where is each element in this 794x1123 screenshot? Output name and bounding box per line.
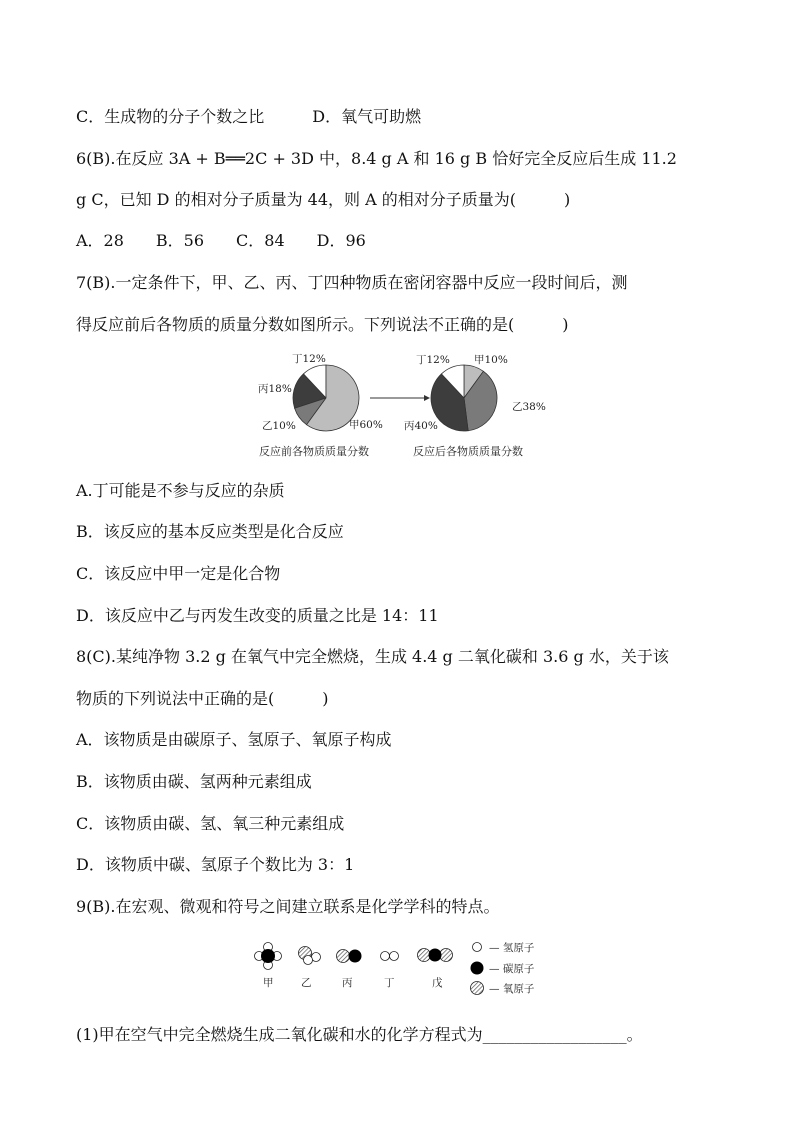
question-7-option-c: C．该反应中甲一定是化合物 — [76, 564, 281, 583]
pie-chart-after — [404, 354, 546, 458]
question-7-option-b: B．该反应的基本反应类型是化合反应 — [76, 522, 344, 541]
molecule-name-bing: 丙 — [342, 977, 353, 989]
question-9-line-1: 9(B).在宏观、微观和符号之间建立联系是化学学科的特点。 — [76, 897, 500, 916]
question-6-line-1: 6(B).在反应 3A + B══2C + 3D 中，8.4 g A 和 16 g B 恰好完全反应后生成 11.2 — [76, 149, 677, 168]
pie-caption: 反应前各物质质量分数 — [259, 445, 369, 458]
question-8-option-d: D．该物质中碳、氢原子个数比为 3：1 — [76, 855, 355, 874]
question-8-option-b: B．该物质由碳、氢两种元素组成 — [76, 772, 312, 791]
molecule-name-jia: 甲 — [263, 977, 274, 989]
molecule-name-yi: 乙 — [301, 977, 312, 989]
legend-hydrogen: — 氢原子 — [489, 942, 535, 954]
pie-caption: 反应后各物质质量分数 — [413, 445, 523, 458]
molecule-bing — [337, 950, 362, 963]
question-8-option-c: C．该物质由碳、氢、氧三种元素组成 — [76, 814, 345, 833]
question-8-line-2: 物质的下列说法中正确的是( ) — [76, 689, 329, 708]
reaction-arrow-head — [424, 395, 430, 401]
molecule-name-ding: 丁 — [384, 977, 395, 989]
question-7-line-2: 得反应前后各物质的质量分数如图所示。下列说法不正确的是( ) — [76, 315, 569, 334]
legend-oxygen-icon — [471, 982, 484, 995]
question-8-option-a: A．该物质是由碳原子、氢原子、氧原子构成 — [76, 730, 392, 749]
pie-label-丁: 丁12% — [416, 354, 450, 366]
question-6-options: A．28 B．56 C．84 D．96 — [76, 231, 366, 250]
pie-label-丙: 丙40% — [404, 420, 438, 432]
question-6-line-2: g C，已知 D 的相对分子质量为 44，则 A 的相对分子质量为( ) — [76, 190, 571, 209]
option-c-d-line: C．生成物的分子个数之比 D．氧气可助燃 — [76, 107, 422, 126]
molecule-diagram — [250, 938, 550, 998]
question-8-line-1: 8(C).某纯净物 3.2 g 在氧气中完全燃烧，生成 4.4 g 二氧化碳和 3.6 g 水，关于该 — [76, 647, 669, 666]
question-9-part-1: (1)甲在空气中完全燃烧生成二氧化碳和水的化学方程式为__________________。 — [76, 1025, 643, 1044]
pie-charts-figure — [254, 348, 554, 463]
pie-label-甲: 甲10% — [474, 354, 508, 366]
molecule-yi — [299, 947, 321, 965]
molecule-jia — [255, 943, 282, 970]
legend-hydrogen-icon — [473, 943, 482, 952]
legend-carbon-icon — [471, 962, 484, 975]
question-7-option-a: A.丁可能是不参与反应的杂质 — [76, 481, 285, 500]
pie-label-乙: 乙10% — [262, 420, 296, 432]
pie-label-甲: 甲60% — [349, 419, 383, 431]
pie-label-丙: 丙18% — [258, 383, 292, 395]
pie-label-乙: 乙38% — [512, 401, 546, 413]
question-7-option-d: D．该反应中乙与丙发生改变的质量之比是 14：11 — [76, 606, 439, 625]
molecule-wu — [418, 949, 453, 962]
question-7-line-1: 7(B).一定条件下，甲、乙、丙、丁四种物质在密闭容器中反应一段时间后，测 — [76, 273, 628, 292]
pie-label-丁: 丁12% — [292, 353, 326, 365]
molecule-ding — [381, 952, 399, 961]
legend-oxygen: — 氧原子 — [489, 983, 535, 995]
legend-carbon: — 碳原子 — [489, 963, 535, 975]
pie-chart-before — [258, 353, 383, 458]
molecule-name-wu: 戊 — [432, 977, 443, 989]
